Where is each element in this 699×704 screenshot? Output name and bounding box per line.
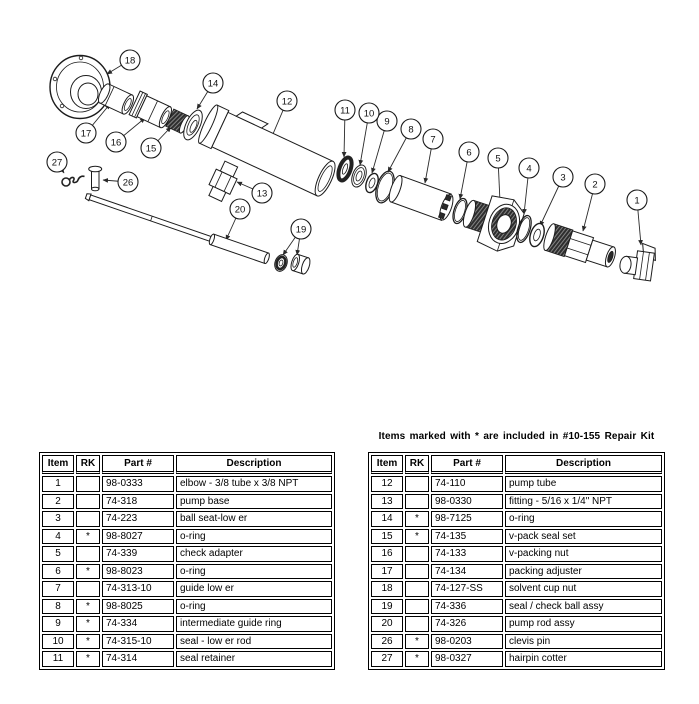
svg-text:14: 14 [207,78,219,90]
cell-item: 4 [42,529,74,545]
svg-text:11: 11 [340,105,350,117]
cell-part: 74-334 [102,616,174,632]
balloon-9 [377,111,397,131]
cell-item: 17 [371,564,403,580]
table-row [42,546,332,562]
header-part: Part # [431,455,503,474]
cell-part: 74-110 [431,476,503,492]
balloon-8 [401,119,421,139]
cell-desc: pump base [176,494,332,510]
cell-rk [76,581,100,597]
header-item: Item [371,455,403,474]
balloon-26 [118,172,138,192]
cell-desc: pump tube [505,476,662,492]
balloon-5 [488,148,508,168]
balloon-2 [585,174,605,194]
cell-desc: o-ring [176,599,332,615]
cell-item: 8 [42,599,74,615]
cell-rk [76,476,100,492]
svg-text:13: 13 [256,188,268,200]
svg-text:9: 9 [384,116,390,128]
cell-rk: * [405,529,429,545]
cell-desc: elbow - 3/8 tube x 3/8 NPT [176,476,332,492]
balloon-18 [120,50,140,70]
cell-rk [76,494,100,510]
svg-text:20: 20 [234,204,246,216]
table-row [42,511,332,527]
cell-rk [405,494,429,510]
cell-desc: solvent cup nut [505,581,662,597]
table-row [42,564,332,580]
cell-item: 6 [42,564,74,580]
svg-text:1: 1 [634,195,640,207]
cell-part: 74-127-SS [431,581,503,597]
header-description: Description [505,455,662,474]
cell-item: 15 [371,529,403,545]
svg-text:26: 26 [122,177,134,189]
cell-rk [405,581,429,597]
cell-part: 74-135 [431,529,503,545]
parts-table-right [368,452,665,670]
cell-part: 74-223 [102,511,174,527]
cell-item: 18 [371,581,403,597]
cell-item: 14 [371,511,403,527]
balloon-15 [141,138,161,158]
cell-desc: seal - low er rod [176,634,332,650]
cell-part: 74-314 [102,651,174,667]
header-part: Part # [102,455,174,474]
cell-item: 1 [42,476,74,492]
part-1-elbow [618,241,657,281]
svg-text:10: 10 [363,108,375,120]
part-26-clevis-pin [89,166,102,191]
cell-desc: seal retainer [176,651,332,667]
balloon-20 [230,199,250,219]
balloon-19 [291,219,311,239]
header-rk: RK [76,455,100,474]
table-row [371,529,662,545]
cell-item: 10 [42,634,74,650]
balloon-14 [203,73,223,93]
cell-desc: clevis pin [505,634,662,650]
cell-item: 19 [371,599,403,615]
header-description: Description [176,455,332,474]
part-19-seal-check-ball-assy [273,253,312,275]
part-7-guide-lower [387,174,456,222]
cell-desc: ball seat-low er [176,511,332,527]
balloon-12 [277,91,297,111]
cell-rk [76,511,100,527]
cell-desc: o-ring [176,529,332,545]
cell-rk [405,599,429,615]
balloon-16 [106,132,126,152]
cell-rk: * [76,564,100,580]
cell-item: 13 [371,494,403,510]
table-row [42,581,332,597]
cell-item: 16 [371,546,403,562]
svg-text:15: 15 [145,143,157,155]
cell-item: 3 [42,511,74,527]
cell-rk: * [405,511,429,527]
svg-text:6: 6 [466,147,472,159]
table-row [371,494,662,510]
cell-part: 74-318 [102,494,174,510]
header-item: Item [42,455,74,474]
cell-item: 2 [42,494,74,510]
cell-desc: v-packing nut [505,546,662,562]
cell-part: 98-0327 [431,651,503,667]
svg-text:5: 5 [495,153,501,165]
cell-part: 98-8027 [102,529,174,545]
balloon-27 [47,152,67,172]
table-row [42,494,332,510]
cell-desc: check adapter [176,546,332,562]
cell-desc: fitting - 5/16 x 1/4" NPT [505,494,662,510]
table-row [42,476,332,492]
cell-rk [405,476,429,492]
cell-part: 74-133 [431,546,503,562]
part-13-fitting [205,159,242,203]
part-18-solvent-cup-nut [50,56,110,119]
svg-text:7: 7 [430,134,436,146]
svg-text:3: 3 [560,172,566,184]
table-row [371,634,662,650]
cell-item: 26 [371,634,403,650]
cell-item: 27 [371,651,403,667]
table-row [371,651,662,667]
cell-rk: * [405,634,429,650]
cell-part: 74-326 [431,616,503,632]
cell-desc: packing adjuster [505,564,662,580]
part-27-hairpin-cotter [62,176,85,186]
cell-part: 74-315-10 [102,634,174,650]
svg-text:18: 18 [124,55,136,67]
cell-desc: intermediate guide ring [176,616,332,632]
balloon-7 [423,129,443,149]
balloon-11 [335,100,355,120]
cell-rk [405,616,429,632]
table-row [42,651,332,667]
cell-part: 74-336 [431,599,503,615]
table-row [42,529,332,545]
cell-item: 7 [42,581,74,597]
table-row [371,581,662,597]
svg-text:2: 2 [592,179,598,191]
cell-desc: o-ring [176,564,332,580]
cell-part: 98-8023 [102,564,174,580]
header-rk: RK [405,455,429,474]
table-row [371,476,662,492]
part-2-pump-base [541,223,618,272]
table-row [371,511,662,527]
svg-text:16: 16 [110,137,122,149]
svg-text:27: 27 [51,157,63,169]
cell-part: 74-339 [102,546,174,562]
balloon-13 [252,183,272,203]
table-header-row [42,455,332,474]
cell-rk: * [76,616,100,632]
parts-table-left-body [42,476,332,667]
cell-rk: * [76,634,100,650]
part-5-check-adapter [457,187,527,256]
svg-text:8: 8 [408,124,414,136]
cell-part: 74-313-10 [102,581,174,597]
balloon-3 [553,167,573,187]
table-row [371,564,662,580]
svg-text:17: 17 [80,128,92,140]
cell-item: 12 [371,476,403,492]
cell-rk [76,546,100,562]
svg-text:12: 12 [281,96,293,108]
balloon-4 [519,158,539,178]
cell-desc: v-pack seal set [505,529,662,545]
cell-rk [405,546,429,562]
cell-rk: * [76,599,100,615]
cell-item: 9 [42,616,74,632]
balloon-10 [359,103,379,123]
cell-desc: guide low er [176,581,332,597]
parts-table-right-body [371,476,662,667]
cell-part: 98-0333 [102,476,174,492]
cell-part: 98-0203 [431,634,503,650]
balloon-6 [459,142,479,162]
cell-part: 74-134 [431,564,503,580]
repair-kit-note: Items marked with * are included in #10-155 Repair Kit [378,431,655,442]
balloon-17 [76,123,96,143]
table-row [42,634,332,650]
cell-rk [405,564,429,580]
cell-item: 11 [42,651,74,667]
cell-part: 98-8025 [102,599,174,615]
table-row [371,546,662,562]
parts-table-left [39,452,335,670]
cell-desc: seal / check ball assy [505,599,662,615]
svg-text:4: 4 [526,163,532,175]
balloon-1 [627,190,647,210]
cell-item: 5 [42,546,74,562]
cell-part: 98-7125 [431,511,503,527]
svg-text:19: 19 [295,224,307,236]
cell-part: 98-0330 [431,494,503,510]
cell-rk: * [76,529,100,545]
table-header-row [371,455,662,474]
cell-desc: hairpin cotter [505,651,662,667]
table-row [42,599,332,615]
table-row [371,599,662,615]
cell-desc: o-ring [505,511,662,527]
cell-rk: * [76,651,100,667]
cell-desc: pump rod assy [505,616,662,632]
cell-item: 20 [371,616,403,632]
cell-rk: * [405,651,429,667]
table-row [42,616,332,632]
table-row [371,616,662,632]
